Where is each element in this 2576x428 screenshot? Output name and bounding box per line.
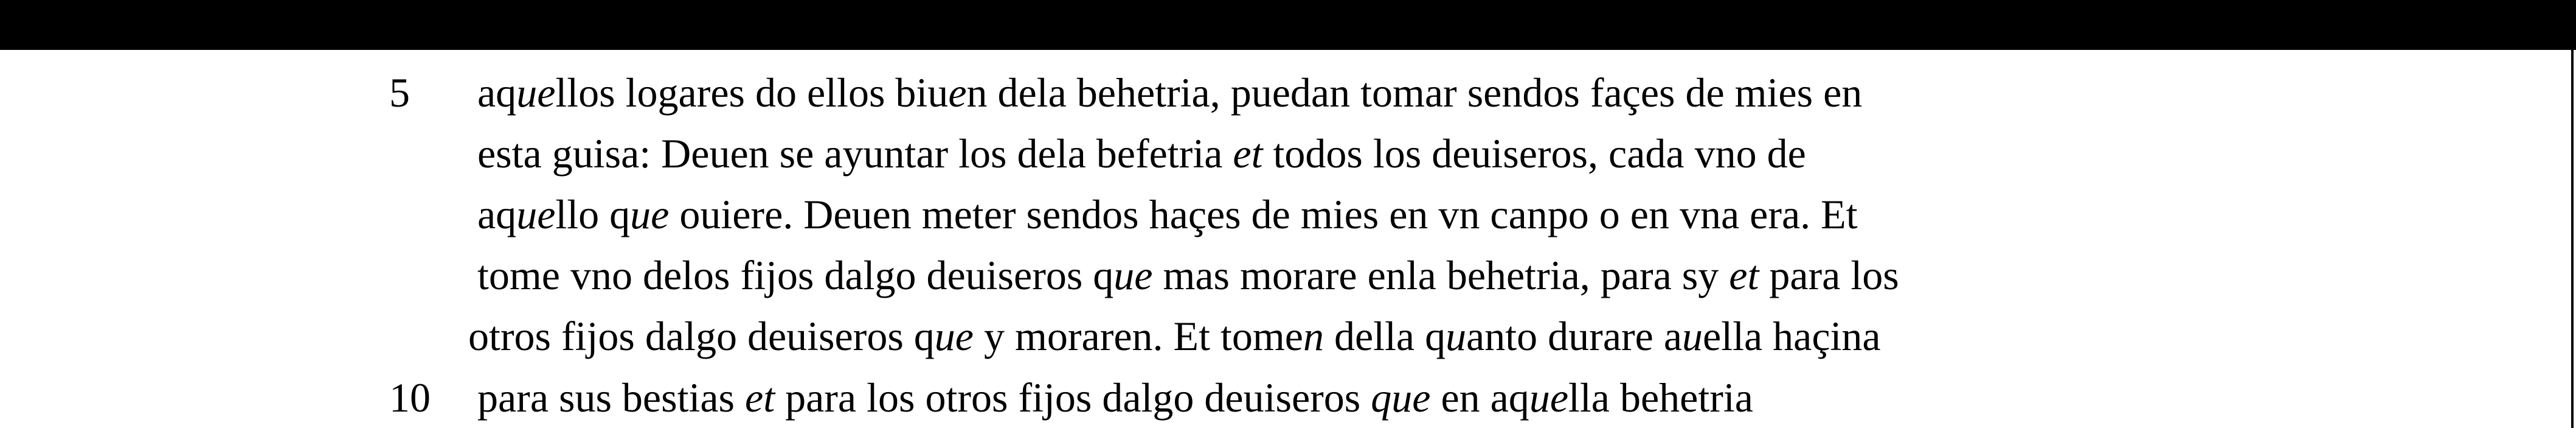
italic-expansion: et — [1233, 130, 1263, 177]
text-segment: para sus bestias — [477, 374, 746, 421]
italic-expansion: ue — [516, 69, 556, 116]
top-black-bar — [0, 0, 2576, 50]
italic-expansion: ue — [630, 191, 670, 237]
text-segment: en aq — [1430, 374, 1529, 421]
italic-expansion: u — [1682, 313, 1703, 359]
text-segment: anto durare a — [1466, 313, 1683, 359]
text-segment: llos logares do ellos biu — [555, 69, 949, 116]
text-segment: della q — [1323, 313, 1446, 359]
text-segment: ella haçina — [1703, 313, 1881, 359]
text-line-1 — [477, 68, 1862, 117]
italic-expansion: ue — [516, 191, 556, 237]
text-segment: n dela behetria, puedan tomar sendos façes de mies en — [966, 69, 1863, 116]
italic-expansion: et — [745, 374, 775, 421]
text-segment: lla behetria — [1568, 374, 1753, 421]
text-segment: para los — [1759, 252, 1899, 298]
text-segment: y moraren. Et tome — [973, 313, 1303, 359]
italic-expansion: et — [1729, 252, 1759, 298]
italic-expansion: ue — [1113, 252, 1153, 298]
italic-expansion: u — [1446, 313, 1467, 359]
right-margin-rule — [2571, 50, 2574, 428]
line-number-10: 10 — [389, 374, 431, 421]
text-segment: tome vno delos fijos dalgo deuiseros q — [477, 252, 1114, 298]
text-segment: para los otros fijos dalgo deuiseros — [775, 374, 1371, 421]
text-segment: llo q — [555, 191, 631, 237]
text-line-5 — [468, 312, 1881, 360]
text-segment: mas morare enla behetria, para sy — [1152, 252, 1729, 298]
line-number-5: 5 — [389, 69, 410, 116]
text-line-3 — [477, 190, 1858, 239]
italic-expansion: ue — [934, 313, 974, 359]
text-line-2 — [477, 129, 1806, 178]
text-segment: aq — [477, 69, 517, 116]
text-segment: otros fijos dalgo deuiseros q — [468, 313, 935, 359]
italic-expansion: que — [1371, 374, 1431, 421]
italic-expansion: n — [1303, 313, 1324, 359]
text-line-6 — [477, 373, 1753, 422]
text-segment: esta guisa: Deuen se ayuntar los dela befetria — [477, 130, 1233, 177]
text-segment: aq — [477, 191, 517, 237]
italic-expansion: ue — [1529, 374, 1568, 421]
italic-expansion: e — [948, 69, 967, 116]
text-segment: ouiere. Deuen meter sendos haçes de mies en vn canpo o en vna era. Et — [669, 191, 1858, 237]
text-segment: todos los deuiseros, cada vno de — [1262, 130, 1806, 177]
text-line-4 — [477, 251, 1899, 300]
